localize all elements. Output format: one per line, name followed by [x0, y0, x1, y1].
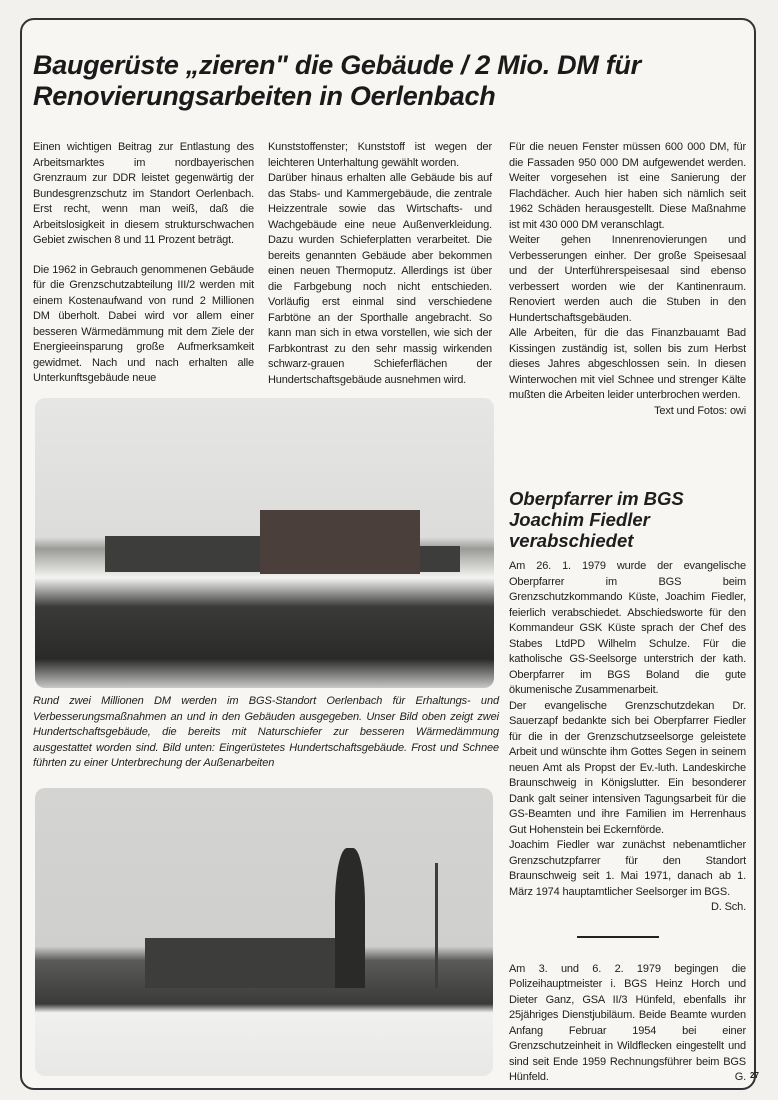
building-shape	[105, 536, 260, 572]
photo-scaffolded-building	[35, 788, 493, 1076]
photo-credit: Text und Fotos: owi	[654, 404, 746, 417]
paragraph: Weiter gehen Innenrenovierungen und Verbesserungen einher. Der große Speisesaal und der Unterführerspeisesaal sind ebenso verbessert worden wie der Kantinenraum. Renoviert werden auch die Stuben in den Hundertschaftsgebäuden.	[509, 234, 746, 324]
divider	[577, 936, 659, 938]
jubilee-note	[509, 962, 746, 1086]
paragraph: Am 26. 1. 1979 wurde der evangelische Oberpfarrer im BGS beim Grenzschutzkommando Küste, Joachim Fiedler, feierlich verabschiedet. Abschiedsworte für den Kommandeur GSK Küste sprach der Chef des Stabes LtdPD Wilhelm Schulze. Für die katholische GS-Seelsorge unterstrich der kath. Oberpfarrer im BGS Boland die gute ökumenische Zusammenarbeit.	[509, 560, 746, 696]
building-shape	[145, 938, 360, 988]
building-shape	[260, 510, 420, 574]
article-column-1	[33, 140, 254, 387]
paragraph-with-author	[509, 838, 746, 913]
paragraph: Kunststoffenster; Kunststoff ist wegen der leichteren Unterhaltung gewählt worden.	[268, 141, 492, 169]
article-headline: Baugerüste „zieren" die Gebäude / 2 Mio. DM für Renovierungsarbeiten in Oerlenbach	[33, 50, 641, 111]
article-column-2	[268, 140, 492, 388]
paragraph: Einen wichtigen Beitrag zur Entlastung des Arbeitsmarktes im nordbayerischen Grenzraum zur DDR leistet gegenwärtig der Bundesgrenzschutz im Standort Oerlenbach. Erst recht, wenn man weiß, daß die Arbeitslosigkeit in diesem strukturschwachen Gebiet zwischen 8 und 11 Prozent beträgt.	[33, 141, 254, 246]
paragraph: Für die neuen Fenster müssen 600 000 DM, für die Fassaden 950 000 DM aufgewendet werden. Weiter vorgesehen ist eine Sanierung der Flachdächer. Auch hier haben sich nämlich seit 1962 Schäden herausgestellt. Diese Maßnahme ist mit 430 000 DM veranschlagt.	[509, 141, 746, 231]
author: G.	[734, 1071, 746, 1083]
sidebar	[509, 488, 746, 1086]
photo-barracks-snow	[35, 398, 494, 688]
sidebar-article	[509, 559, 746, 916]
tree-shape	[335, 848, 365, 988]
author: D. Sch.	[710, 901, 746, 913]
paragraph-with-author	[509, 962, 746, 1086]
page-number: 27	[750, 1071, 759, 1080]
paragraph: Der evangelische Grenzschutzdekan Dr. Sauerzapf bedankte sich bei Oberpfarrer Fiedler für die in der Grenzschutzseelsorge geleistete Arbeit und wünschte ihm Gottes Segen in seinem neuen Amt als Propst der Ev.-luth. Landeskirche Braunschweig in Königslutter. Ein besonderer Dank galt seiner intensiven Tagungsarbeit für die GS-Beamten und ihre Familien im Herrenhaus Gut Hohenstein bei Eckernförde.	[509, 699, 746, 836]
paragraph: Am 3. und 6. 2. 1979 begingen die Polizeihauptmeister i. BGS Heinz Horch und Dieter Ganz, GSA II/3 Hünfeld, ebenfalls ihr 25jähriges Dienstjubiläum. Beide Beamte wurden Anfang Februar 1954 bei einer Grenzschutzeinheit in Wildflecken eingestellt und sind seit Ende 1959 Rechnungsführer beim BGS Hünfeld.	[509, 962, 746, 1083]
building-shape	[420, 546, 460, 572]
photo-caption: Rund zwei Millionen DM werden im BGS-Standort Oerlenbach für Erhaltungs- und Verbesserungsmaßnahmen an und in den Gebäuden ausgegeben. Unser Bild oben zeigt zwei Hundertschaftsgebäude, die bereits mit Naturschiefer zur besseren Wärmedämmung ausgestattet worden sind. Bild unten: Eingerüstetes Hundertschaftsgebäude. Frost und Schnee führten zu einer Unterbrechung der Außenarbeiten	[33, 695, 499, 769]
pole-shape	[435, 863, 438, 988]
sidebar-headline: Oberpfarrer im BGS Joachim Fiedler verabschiedet	[509, 488, 684, 551]
paragraph: Die 1962 in Gebrauch genommenen Gebäude für die Grenzschutzabteilung III/2 werden mit einem Kostenaufwand von rund 2 Millionen DM überholt. Dabei wird vor allem einer besseren Wärmedämmung mit dem Ziele der Energieeinsparung große Aufmerksamkeit gewidmet. Nach und nach erhalten alle Unterkunftsgebäude neue	[33, 263, 254, 384]
paragraph: Joachim Fiedler war zunächst nebenamtlicher Grenzschutzpfarrer für den Standort Braunschweig seit 1. Mai 1971, danach ab 1. März 1974 hauptamtlicher Seelsorger im BGS.	[509, 839, 746, 898]
paragraph: Darüber hinaus erhalten alle Gebäude bis auf das Stabs- und Kammergebäude, die zentrale Heizzentrale sowie das Wirtschafts- und Wachgebäude eine neue Außenverkleidung. Dazu wurden Schieferplatten verarbeitet. Die bereits genannten Gebäude aber bekommen einen neuen Thermoputz. Allerdings ist über die Farbgebung noch nicht entschieden. Vorläufig erst einmal sind verschiedene Farbtöne an der Sporthalle angebracht. So kann man sich in etwa vorstellen, wie sich der Farbkontrast zu den sehr massig wirkenden schwarz-grauen Schieferflächen der Hundertschaftsgebäude ausnehmen wird.	[268, 172, 492, 386]
paragraph: Alle Arbeiten, für die das Finanzbauamt Bad Kissingen zuständig ist, sollen bis zum Herbst dieses Jahres abgeschlossen sein. In diesen Winterwochen mit viel Schnee und strenger Kälte mußten die Arbeiten leider unterbrochen werden.	[509, 327, 746, 401]
article-column-3	[509, 140, 746, 419]
